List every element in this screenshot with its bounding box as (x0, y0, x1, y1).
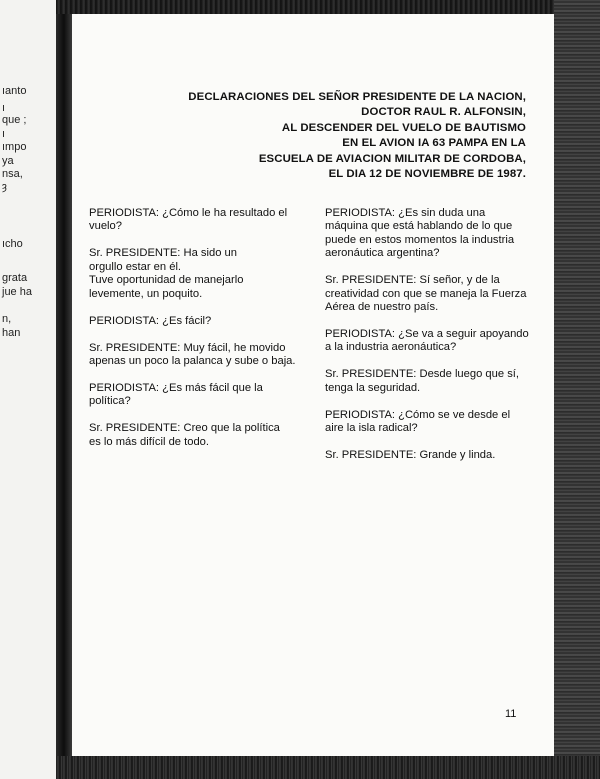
dialogue-line: Sr. PRESIDENTE: Desde luego que sí, (325, 368, 520, 381)
left-page-fragment: ȝ (2, 181, 7, 193)
left-page-fragment: ımpo (2, 141, 27, 153)
left-page-fragment: ı (2, 128, 6, 140)
scan-bottom-edge (56, 756, 600, 779)
dialogue-line: PERIODISTA: ¿Se va a seguir apoyando (325, 328, 529, 341)
dialogue-line: aeronáutica argentina? (325, 247, 440, 260)
dialogue-line: vuelo? (89, 220, 122, 233)
dialogue-line: aire la isla radical? (325, 422, 418, 435)
dialogue-line: orgullo estar en él. (89, 260, 182, 273)
dialogue-paragraph (89, 422, 297, 449)
header-line: EN EL AVION IA 63 PAMPA EN LA (342, 137, 526, 150)
left-page-fragment: ıanto (2, 85, 27, 97)
dialogue-line: puede en estos momentos la industria (325, 233, 515, 246)
dialogue-line: PERIODISTA: ¿Cómo le ha resultado el (89, 207, 288, 219)
dialogue-paragraph (89, 247, 297, 301)
header-line: AL DESCENDER DEL VUELO DE BAUTISMO (281, 121, 526, 134)
dialogue-line: Sr. PRESIDENTE: Muy fácil, he movido (89, 341, 286, 354)
dialogue-line: Sr. PRESIDENTE: Grande y linda. (325, 449, 496, 462)
dialogue-line: política? (89, 395, 131, 408)
dialogue-paragraph (325, 274, 535, 314)
dialogue-paragraph (89, 342, 297, 369)
dialogue-line: apenas un poco la palanca y sube o baja. (89, 355, 296, 368)
dialogue-paragraph (325, 449, 535, 462)
dialogue-paragraph (89, 315, 297, 328)
dialogue-line: creatividad con que se maneja la Fuerza (325, 287, 527, 300)
scan-top-edge (56, 0, 600, 14)
left-page-fragment: jue ha (2, 286, 32, 298)
binding-gutter (56, 0, 72, 779)
dialogue-line: tenga la seguridad. (325, 381, 421, 394)
header-line: EL DIA 12 DE NOVIEMBRE DE 1987. (328, 168, 526, 181)
dialogue-line: PERIODISTA: ¿Es más fácil que la (89, 382, 263, 395)
page-number: 11 (505, 708, 517, 720)
dialogue-line: Sr. PRESIDENTE: Creo que la política (89, 422, 280, 435)
left-page-fragment: han (2, 327, 21, 339)
dialogue-line: máquina que está hablando de lo que (325, 220, 513, 233)
right-column (325, 207, 535, 476)
dialogue-line: Aérea de nuestro país. (325, 301, 439, 314)
dialogue-paragraph (325, 409, 535, 436)
scan-right-edge (554, 0, 600, 779)
dialogue-line: PERIODISTA: ¿Es sin duda una (325, 207, 486, 219)
header-line: DOCTOR RAUL R. ALFONSIN, (361, 106, 526, 119)
dialogue-paragraph (325, 207, 535, 261)
header-line: ESCUELA DE AVIACION MILITAR DE CORDOBA, (258, 152, 526, 165)
dialogue-line: es lo más difícil de todo. (89, 435, 210, 448)
dialogue-line: PERIODISTA: ¿Cómo se ve desde el (325, 408, 511, 421)
left-page-fragment: que ; (2, 114, 27, 126)
left-page-fragment: ıcho (2, 238, 23, 250)
dialogue-line: Tuve oportunidad de manejarlo (89, 274, 244, 287)
header-line: DECLARACIONES DEL SEÑOR PRESIDENTE DE LA NACION, (188, 91, 526, 103)
document-header (166, 90, 526, 182)
left-column (89, 207, 297, 463)
left-page-fragment: ya (2, 155, 14, 167)
left-page-fragment: ı (2, 102, 6, 114)
dialogue-line: levemente, un poquito. (89, 287, 203, 300)
dialogue-paragraph (89, 382, 297, 409)
left-facing-page (0, 0, 56, 779)
dialogue-paragraph (325, 368, 535, 395)
dialogue-paragraph (325, 328, 535, 355)
dialogue-line: a la industria aeronáutica? (325, 341, 457, 354)
dialogue-line: Sr. PRESIDENTE: Ha sido un (89, 247, 237, 260)
document-page (72, 14, 554, 756)
left-page-fragment: n, (2, 313, 12, 325)
dialogue-paragraph (89, 207, 297, 234)
dialogue-line: Sr. PRESIDENTE: Sí señor, y de la (325, 274, 500, 287)
left-page-fragment: grata (2, 272, 28, 284)
dialogue-line: PERIODISTA: ¿Es fácil? (89, 314, 212, 327)
left-page-fragment: nsa, (2, 168, 23, 180)
